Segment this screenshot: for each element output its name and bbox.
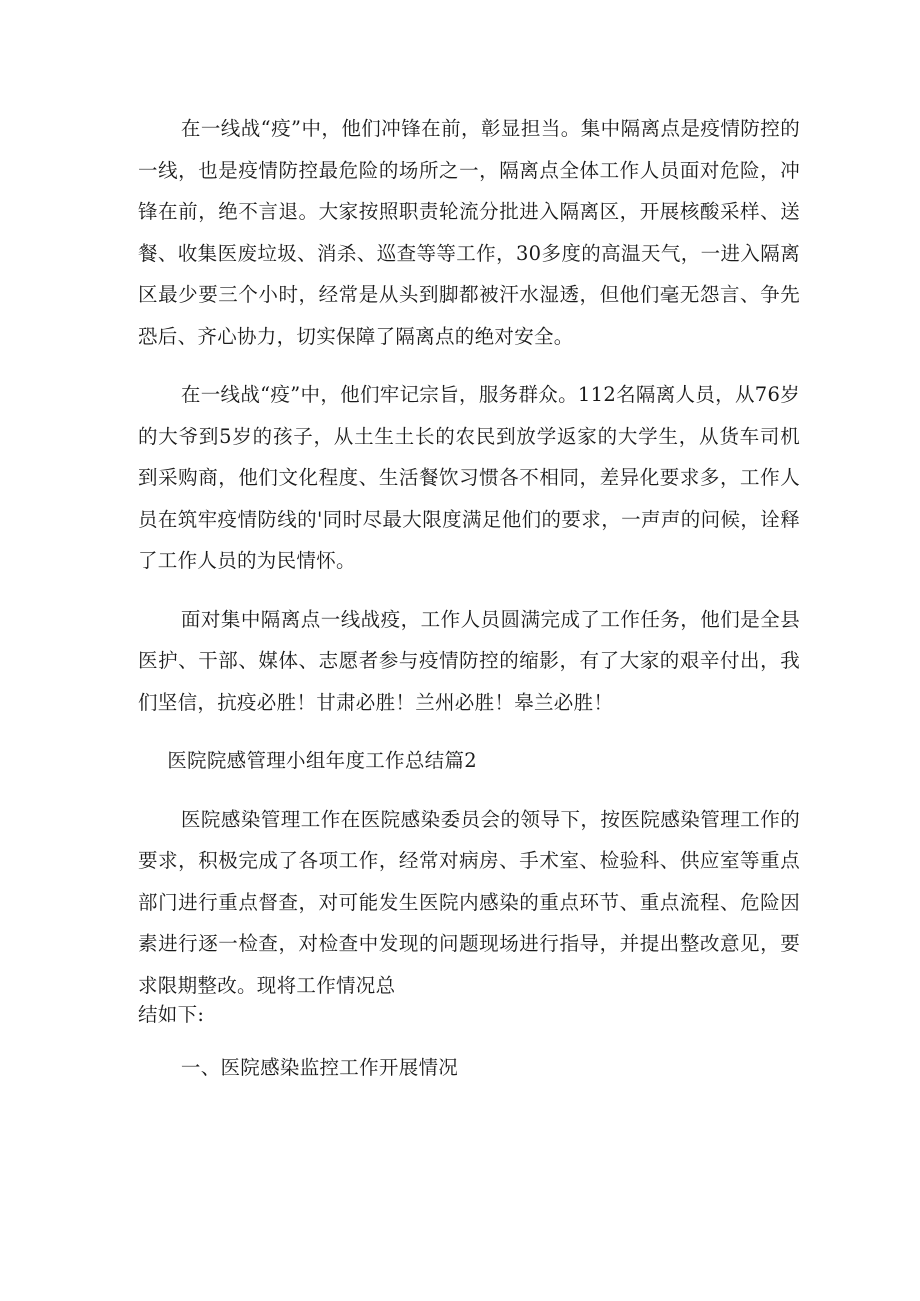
intro-paragraph: 医院感染管理工作在医院感染委员会的领导下，按医院感染管理工作的要求，积极完成了各项工作，经常对病房、手术室、检验科、供应室等重点部门进行重点督查，对可能发生医院内感染的重点环节、重点流程、危险因素进行逐一检查，对检查中发现的问题现场进行指导，并提出整改意见，要求限期整改。现将工作情况总: [138, 807, 800, 997]
section-heading: 一、医院感染监控工作开展情况: [180, 1056, 459, 1079]
body-paragraph-1: 在一线战“疫”中，他们冲锋在前，彰显担当。集中隔离点是疫情防控的一线，也是疫情防控最危险的场所之一，隔离点全体工作人员面对危险，冲锋在前，绝不言退。大家按照职责轮流分批进入隔离区，开展核酸采样、送餐、收集医废垃圾、消杀、巡查等等工作，30多度的高温天气，一进入隔离区最少要三个小时，经常是从头到脚都被汗水湿透，但他们毫无怨言、争先恐后、齐心协力，切实保障了隔离点的绝对安全。: [138, 117, 800, 348]
body-paragraph-3: 面对集中隔离点一线战疫，工作人员圆满完成了工作任务，他们是全县医护、干部、媒体、志愿者参与疫情防控的缩影，有了大家的艰辛付出，我们坚信，抗疫必胜！甘肃必胜！兰州必胜！皋兰必胜！: [138, 607, 800, 714]
intro-continuation: 结如下:: [138, 1003, 205, 1026]
body-paragraph-2: 在一线战“疫”中，他们牢记宗旨，服务群众。112名隔离人员，从76岁的大爷到5岁的孩子，从土生土长的农民到放学返家的大学生，从货车司机到采购商，他们文化程度、生活餐饮习惯各不相同，差异化要求多，工作人员在筑牢疫情防线的'同时尽最大限度满足他们的要求，一声声的问候，诠释了工作人员的为民情怀。: [138, 383, 800, 572]
document-title: 医院院感管理小组年度工作总结篇2: [167, 749, 477, 772]
